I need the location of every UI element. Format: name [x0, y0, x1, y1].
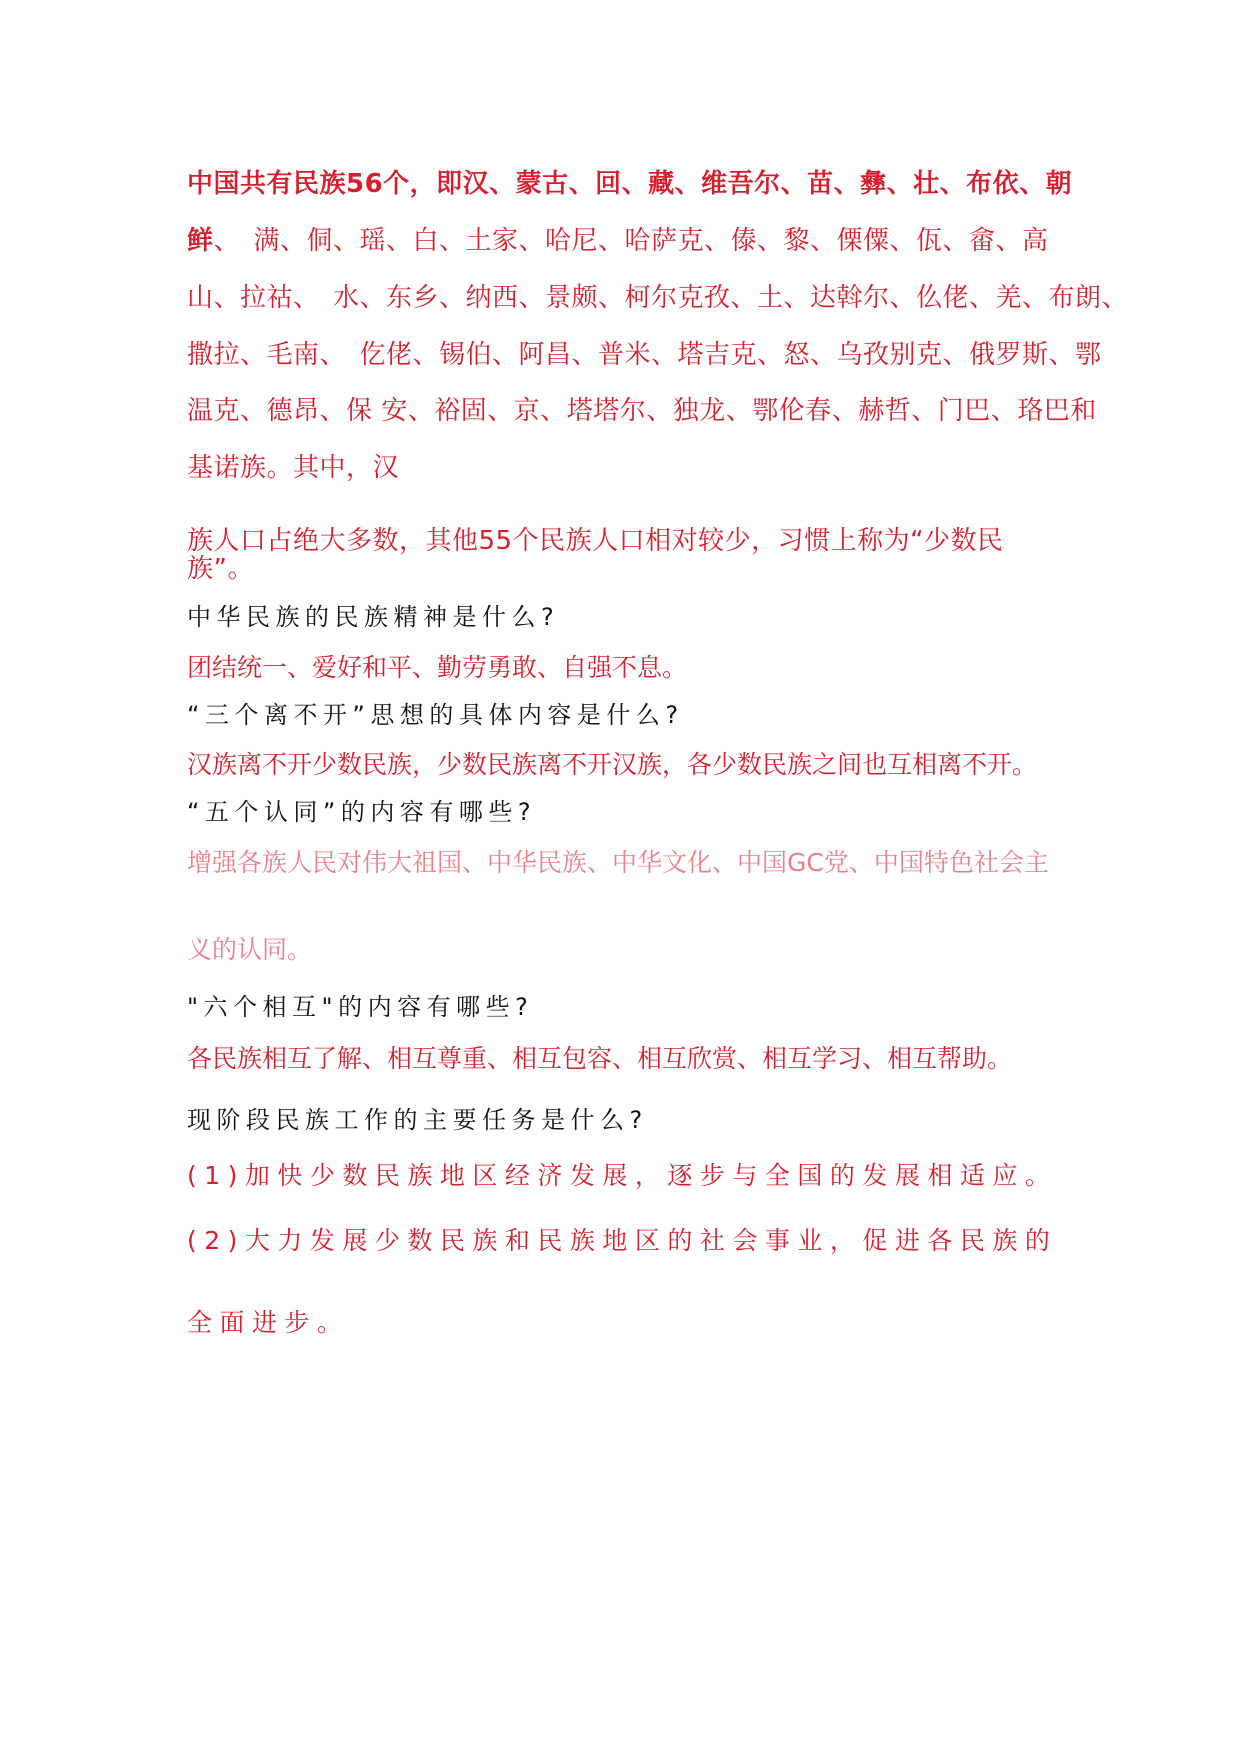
answer-national-spirit: 团结统一、爱好和平、勤劳勇敢、自强不息。	[187, 653, 688, 682]
intro-line-4: 撒拉、毛南、 仡佬、锡伯、阿昌、普米、塔吉克、怒、乌孜别克、俄罗斯、鄂	[187, 340, 1102, 370]
answer-main-tasks-item-1: (1)加快少数民族地区经济发展，逐步与全国的发展相适应。	[187, 1161, 1058, 1190]
answer-main-tasks-item-2-line-1: (2)大力发展少数民族和民族地区的社会事业，促进各民族的	[187, 1226, 1058, 1255]
intro-line-5: 温克、德昂、保 安、裕固、京、塔塔尔、独龙、鄂伦春、赫哲、门巴、珞巴和	[187, 396, 1097, 426]
intro-line-6: 基诺族。其中，汉	[187, 453, 400, 483]
question-five-identities: “五个认同”的内容有哪些?	[187, 798, 537, 826]
answer-main-tasks-item-2-line-2: 全面进步。	[187, 1308, 350, 1337]
question-main-tasks: 现阶段民族工作的主要任务是什么?	[187, 1106, 648, 1134]
answer-six-mutuals: 各民族相互了解、相互尊重、相互包容、相互欣赏、相互学习、相互帮助。	[187, 1044, 1013, 1073]
intro-line-3: 山、拉祜、 水、东乡、纳西、景颇、柯尔克孜、土、达斡尔、仫佬、羌、布朗、	[187, 283, 1129, 313]
question-six-mutuals: "六个相互"的内容有哪些?	[187, 993, 534, 1021]
question-national-spirit: 中华民族的民族精神是什么?	[187, 603, 560, 631]
intro-line-1: 中国共有民族56个，即汉、蒙古、回、藏、维吾尔、苗、彝、壮、布依、朝	[187, 169, 1073, 199]
intro-line-8: 族”。	[187, 554, 254, 584]
answer-five-identities-line-1: 增强各族人民对伟大祖国、中华民族、中华文化、中国GC党、中国特色社会主	[187, 848, 1049, 877]
intro-line-7: 族人口占绝大多数，其他55个民族人口相对较少，习惯上称为“少数民	[187, 526, 1004, 556]
answer-three-inseparable: 汉族离不开少数民族，少数民族离不开汉族，各少数民族之间也互相离不开。	[187, 750, 1038, 779]
question-three-inseparable: “三个离不开”思想的具体内容是什么?	[187, 701, 684, 729]
intro-line-2: 鲜、 满、侗、瑶、白、土家、哈尼、哈萨克、傣、黎、傈僳、佤、畲、高	[187, 226, 1049, 256]
answer-five-identities-line-2: 义的认同。	[187, 935, 313, 964]
